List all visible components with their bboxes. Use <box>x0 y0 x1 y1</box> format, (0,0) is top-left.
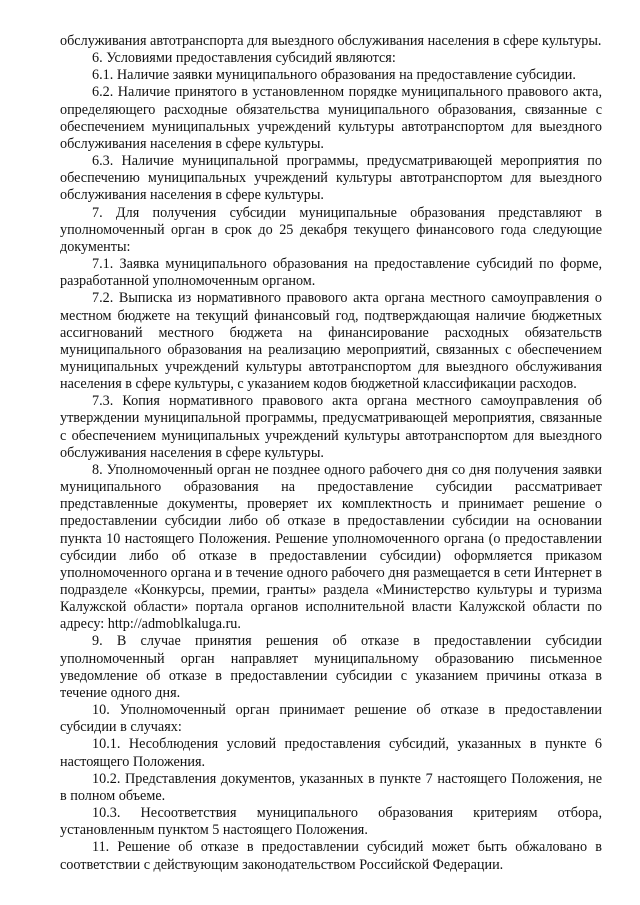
paragraph-7-1: 7.1. Заявка муниципального образования на предоставление субсидий по форме, разработанной уполномоченным органом. <box>60 256 602 290</box>
paragraph-7-3: 7.3. Копия нормативного правового акта органа местного самоуправления об утверждении муниципальной программы, предусматривающей мероприятия, связанные с обеспечением муниципальных учреждений культуры автотранспортом для выездного обслуживания населения в сфере культуры. <box>60 393 602 461</box>
paragraph-10-3: 10.3. Несоответствия муниципального образования критериям отбора, установленным пунктом 5 настоящего Положения. <box>60 805 602 839</box>
paragraph-11: 11. Решение об отказе в предоставлении субсидий может быть обжаловано в соответствии с действующим законодательством Российской Федерации. <box>60 839 602 873</box>
paragraph-8: 8. Уполномоченный орган не позднее одного рабочего дня со дня получения заявки муниципального образования на предоставление субсидии рассматривает представленные документы, проверяет их комплектность и принимает решение о предоставлении субсидии либо об отказе в предоставлении субсидии на основании пункта 10 настоящего Положения. Решение уполномоченного органа (о предоставлении субсидии либо об отказе в предоставлении субсидии) оформляется приказом уполномоченного органа и в течение одного рабочего дня размещается в сети Интернет в подразделе «Конкурсы, премии, гранты» раздела «Министерство культуры и туризма Калужской области» портала органов исполнительной власти Калужской области по адресу: http://admoblkaluga.ru. <box>60 461 602 633</box>
paragraph-continuation: обслуживания автотранспорта для выездного обслуживания населения в сфере культуры. <box>60 33 602 49</box>
paragraph-9: 9. В случае принятия решения об отказе в предоставлении субсидии уполномоченный орган направляет муниципальному образованию письменное уведомление об отказе в предоставлении субсидии с указанием причины отказа в течение одного дня. <box>60 633 602 701</box>
paragraph-6-2: 6.2. Наличие принятого в установленном порядке муниципального правового акта, определяющего расходные обязательства муниципального образования, связанные с обеспечением муниципальных учреждений культуры автотранспортом для выездного обслуживания населения в сфере культуры. <box>60 84 602 152</box>
paragraph-6: 6. Условиями предоставления субсидий являются: <box>92 50 396 67</box>
paragraph-7: 7. Для получения субсидии муниципальные образования представляют в уполномоченный орган в срок до 25 декабря текущего финансового года следующие документы: <box>60 204 602 255</box>
paragraph-10-2: 10.2. Представления документов, указанных в пункте 7 настоящего Положения, не в полном объеме. <box>60 770 602 804</box>
paragraph-10: 10. Уполномоченный орган принимает решение об отказе в предоставлении субсидии в случаях: <box>60 702 602 736</box>
paragraph-7-2: 7.2. Выписка из нормативного правового акта органа местного самоуправления о местном бюджете на текущий финансовый год, подтверждающая наличие бюджетных ассигнований местного бюджета на финансирование расходных обязательств муниципального образования на реализацию мероприятий, связанных с обеспечением муниципальных учреждений культуры автотранспортом для выездного обслуживания населения в сфере культуры, с указанием кодов бюджетной классификации расходов. <box>60 290 602 393</box>
paragraph-6-1: 6.1. Наличие заявки муниципального образования на предоставление субсидии. <box>92 67 576 84</box>
paragraph-10-1: 10.1. Несоблюдения условий предоставления субсидий, указанных в пункте 6 настоящего Положения. <box>60 736 602 770</box>
paragraph-6-3: 6.3. Наличие муниципальной программы, предусматривающей мероприятия по обеспечению муниципальных учреждений культуры автотранспортом для выездного обслуживания населения в сфере культуры. <box>60 153 602 204</box>
